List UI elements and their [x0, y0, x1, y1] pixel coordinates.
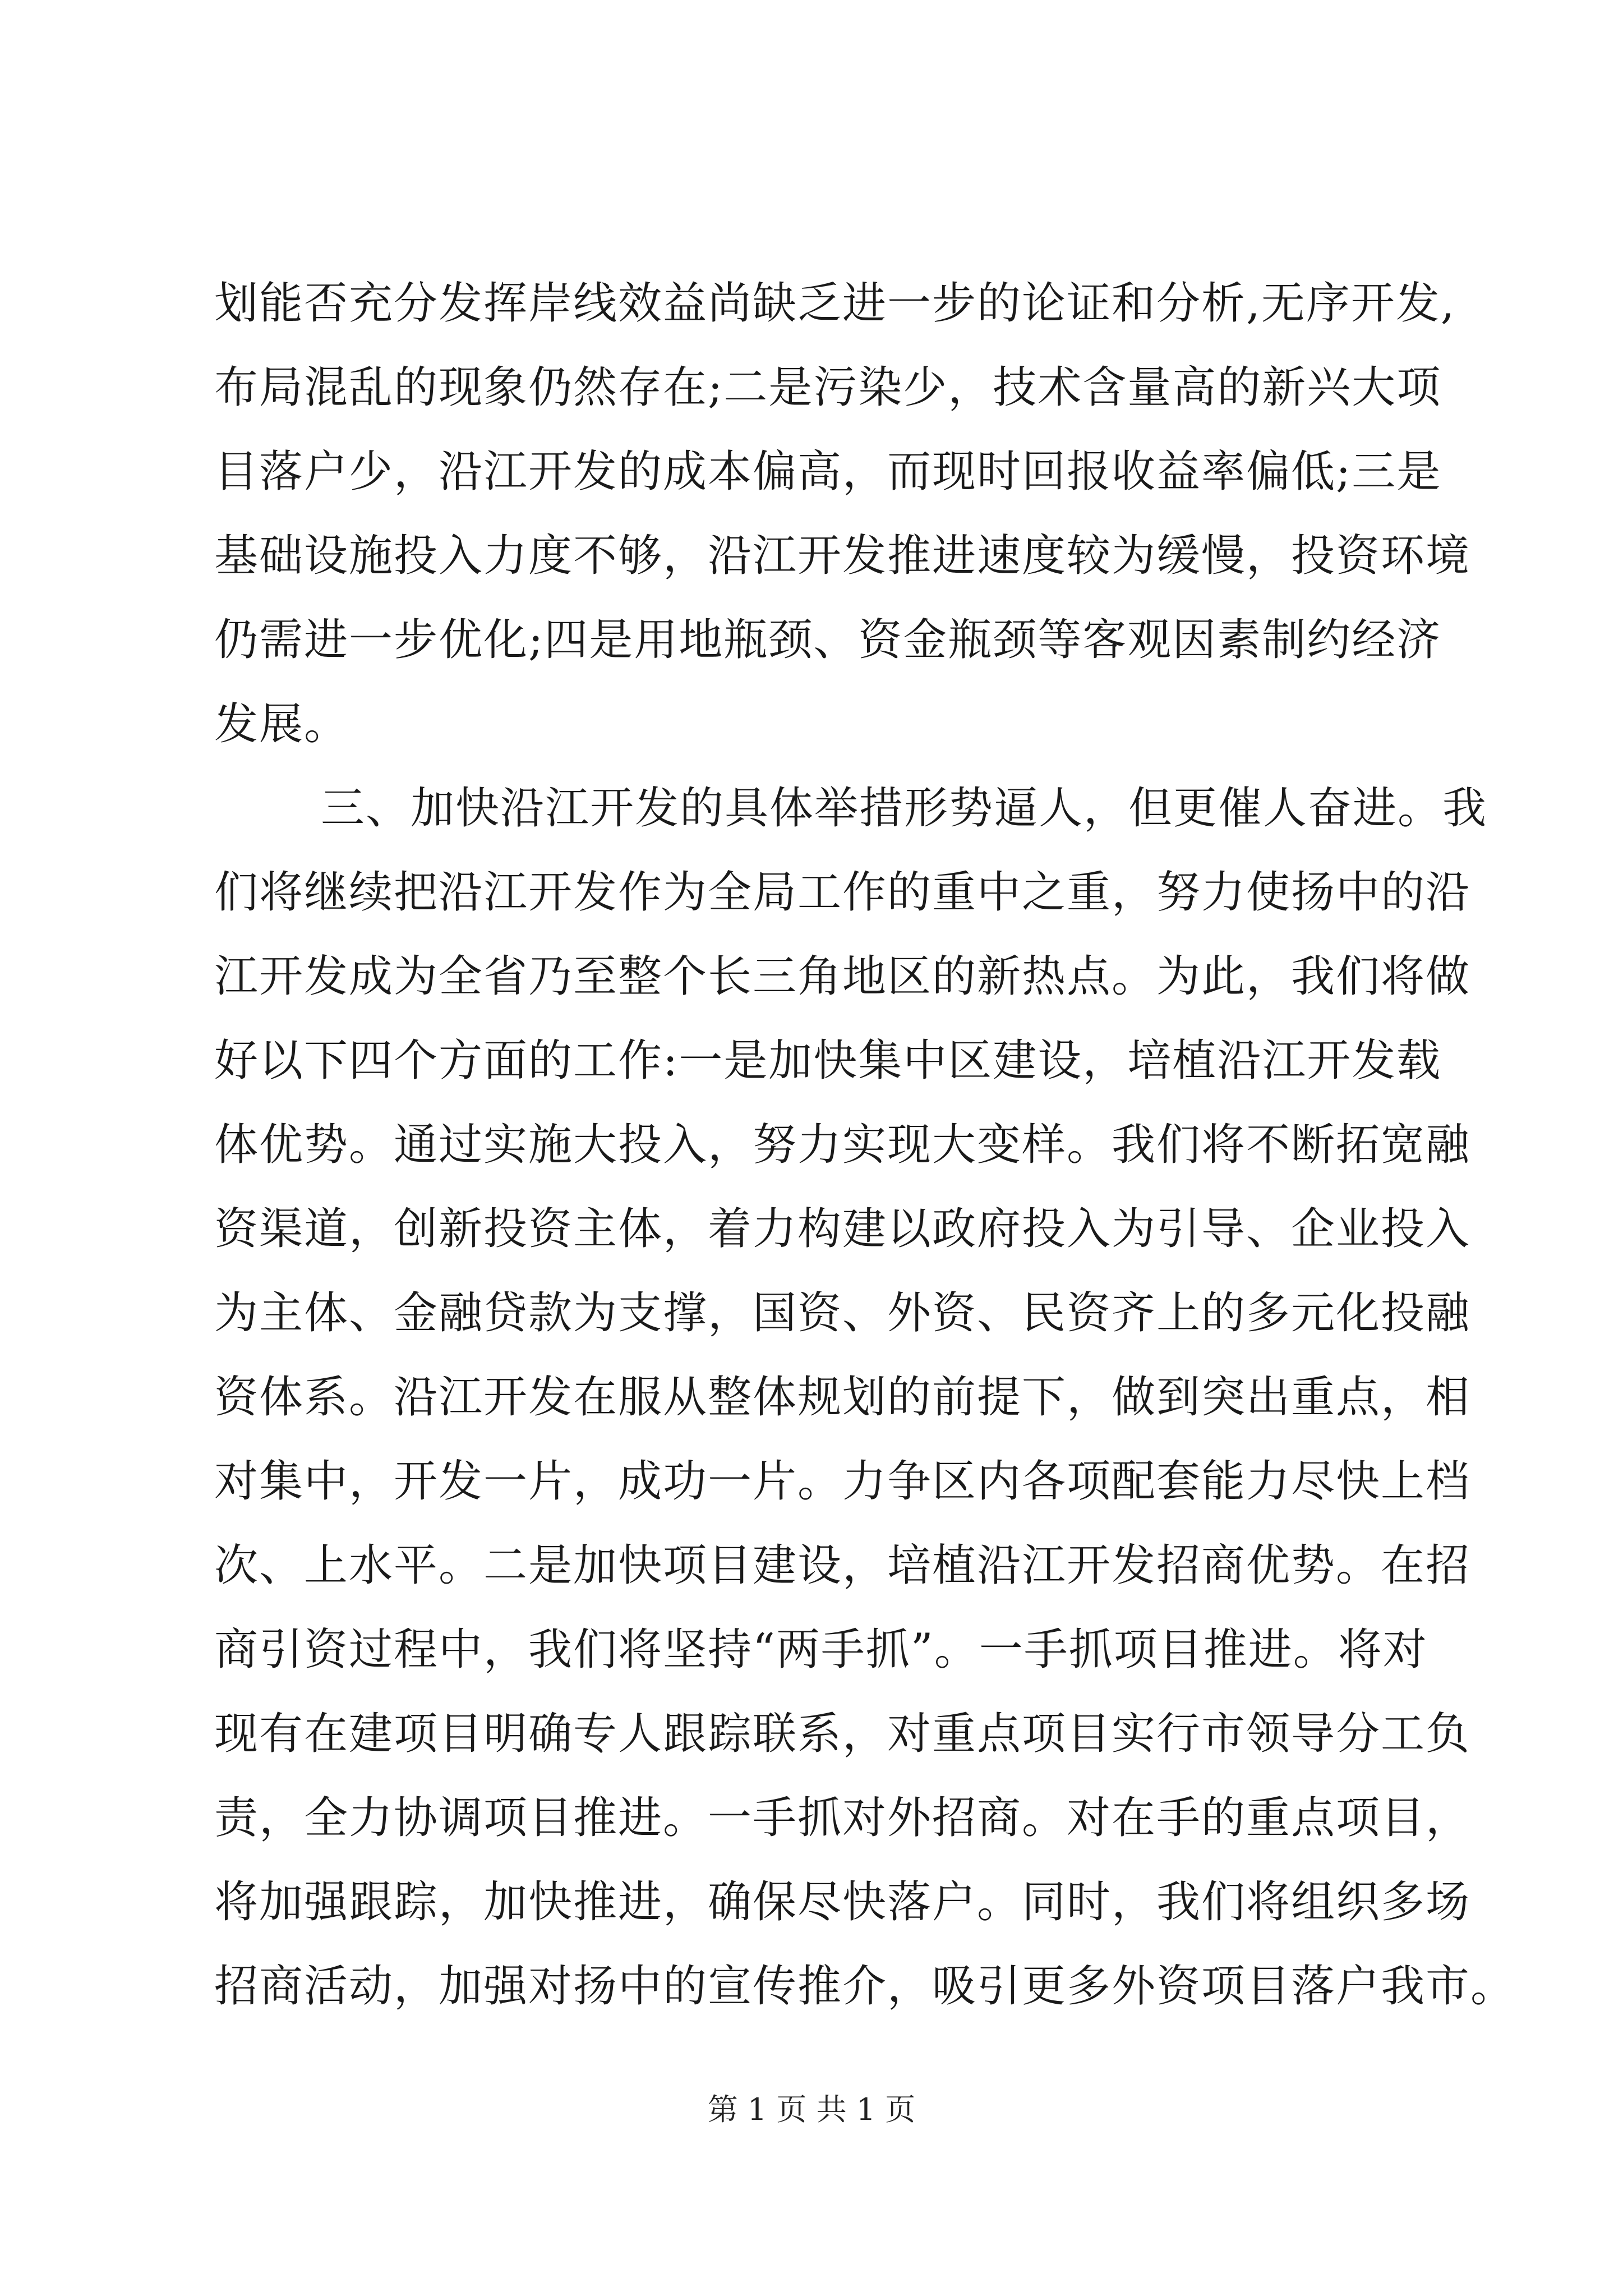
- text-line: 好以下四个方面的工作:一是加快集中区建设，培植沿江开发载: [214, 1036, 1442, 1086]
- text-line: 目落户少，沿江开发的成本偏高，而现时回报收益率偏低;三是: [214, 447, 1442, 497]
- paragraph-start-line: 三、加快沿江开发的具体举措形势逼人，但更催人奋进。我: [321, 783, 1488, 834]
- text-line: 仍需进一步优化;四是用地瓶颈、资金瓶颈等客观因素制约经济: [214, 615, 1442, 665]
- text-line: 资渠道，创新投资主体，着力构建以政府投入为引导、企业投入: [214, 1204, 1471, 1254]
- text-line: 发展。: [214, 699, 349, 749]
- text-line: 招商活动，加强对扬中的宣传推介，吸引更多外资项目落户我市。: [214, 1961, 1516, 2012]
- text-line: 基础设施投入力度不够，沿江开发推进速度较为缓慢，投资环境: [214, 531, 1471, 581]
- text-line: 将加强跟踪，加快推进，确保尽快落户。同时，我们将组织多场: [214, 1877, 1471, 1927]
- text-line: 为主体、金融贷款为支撑，国资、外资、民资齐上的多元化投融: [214, 1288, 1471, 1338]
- text-line: 资体系。沿江开发在服从整体规划的前提下，做到突出重点，相: [214, 1372, 1471, 1423]
- text-line: 划能否充分发挥岸线效益尚缺乏进一步的论证和分析,无序开发,: [214, 278, 1456, 329]
- text-line: 商引资过程中，我们将坚持“两手抓”。一手抓项目推进。将对: [214, 1625, 1428, 1675]
- text-line: 次、上水平。二是加快项目建设，培植沿江开发招商优势。在招: [214, 1540, 1471, 1591]
- text-line: 布局混乱的现象仍然存在;二是污染少，技术含量高的新兴大项: [214, 362, 1442, 413]
- text-line: 江开发成为全省乃至整个长三角地区的新热点。为此，我们将做: [214, 951, 1471, 1002]
- page-footer: 第 1 页 共 1 页: [707, 2092, 916, 2127]
- text-line: 体优势。通过实施大投入，努力实现大变样。我们将不断拓宽融: [214, 1120, 1471, 1170]
- text-line: 责，全力协调项目推进。一手抓对外招商。对在手的重点项目，: [214, 1793, 1471, 1843]
- text-line: 现有在建项目明确专人跟踪联系，对重点项目实行市领导分工负: [214, 1709, 1471, 1759]
- text-line: 们将继续把沿江开发作为全局工作的重中之重，努力使扬中的沿: [214, 867, 1471, 918]
- text-line: 对集中，开发一片，成功一片。力争区内各项配套能力尽快上档: [214, 1456, 1471, 1507]
